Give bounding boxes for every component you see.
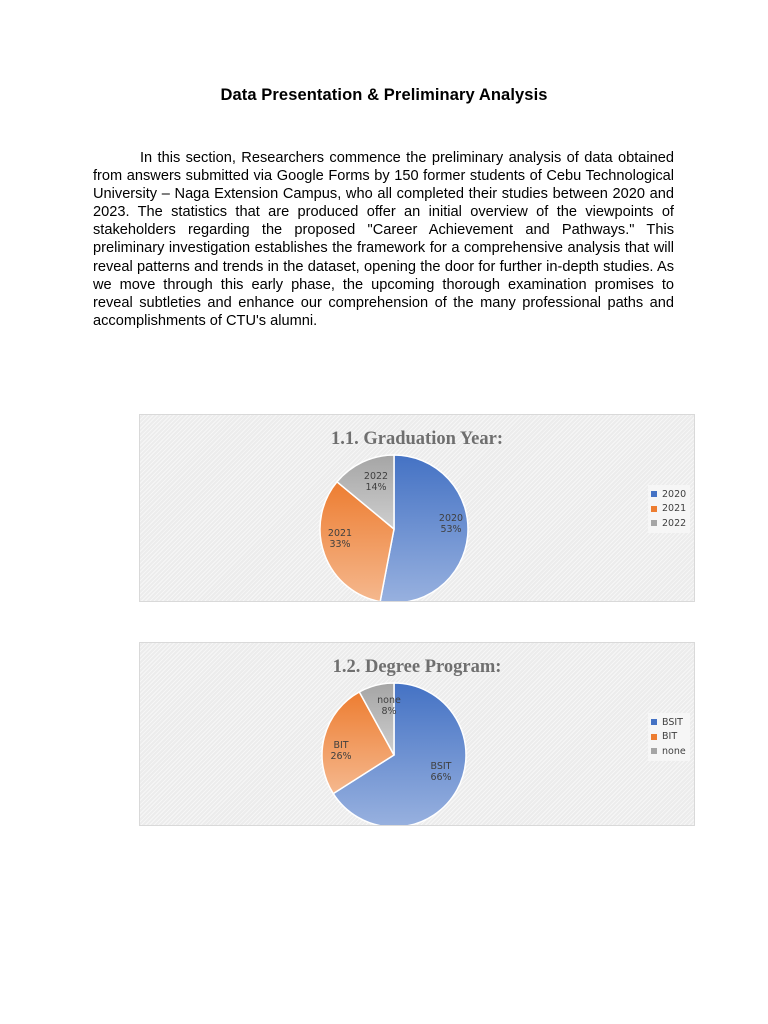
legend-label: BSIT [662, 716, 683, 728]
data-label-bsit: BSIT 66% [430, 761, 452, 783]
legend-label: 2021 [662, 503, 687, 515]
legend-label: 2020 [662, 488, 687, 500]
legend-item-2020 [651, 487, 686, 502]
data-label-none: none 8% [377, 695, 401, 717]
data-label-2021: 2021 33% [327, 528, 353, 550]
data-label-2020: 2020 53% [438, 513, 464, 535]
data-label-bit: BIT 26% [330, 740, 352, 762]
graduation-year-chart [139, 414, 695, 602]
chart-title: 1.1. Graduation Year: [331, 429, 503, 449]
legend-item-bit [651, 730, 686, 745]
legend-swatch [651, 491, 657, 497]
degree-program-chart [139, 642, 695, 826]
chart-title: 1.2. Degree Program: [332, 657, 502, 677]
data-label-2022: 2022 14% [363, 471, 389, 493]
legend-swatch [651, 520, 657, 526]
legend-label: none [662, 745, 686, 757]
legend-item-2021 [651, 502, 686, 517]
intro-paragraph: In this section, Researchers commence the preliminary analysis of data obtained from answers submitted via Google Forms by 150 former students of Cebu Technological University – Naga Extension Campus, who all completed their studies between 2020 and 2023. The statistics that are produced offer an initial overview of the viewpoints of stakeholders regarding the proposed "Career Achievement and Pathways." This preliminary investigation establishes the framework for a comprehensive analysis that will reveal patterns and trends in the dataset, opening the door for further in-depth studies. As we move through this early phase, the upcoming thorough examination promises to reveal subtleties and enhance our comprehension of the many professional paths and accomplishments of CTU's alumni. [93, 150, 674, 329]
legend-swatch [651, 719, 657, 725]
legend-label: 2022 [662, 517, 687, 529]
legend-item-none [651, 744, 686, 759]
legend-swatch [651, 748, 657, 754]
legend-item-bsit [651, 715, 686, 730]
legend-swatch [651, 506, 657, 512]
legend-swatch [651, 734, 657, 740]
chart-legend [648, 485, 690, 533]
legend-item-2022 [651, 516, 686, 531]
chart-legend [648, 713, 690, 761]
document-title: Data Presentation & Preliminary Analysis [220, 86, 548, 104]
legend-label: BIT [662, 731, 678, 743]
